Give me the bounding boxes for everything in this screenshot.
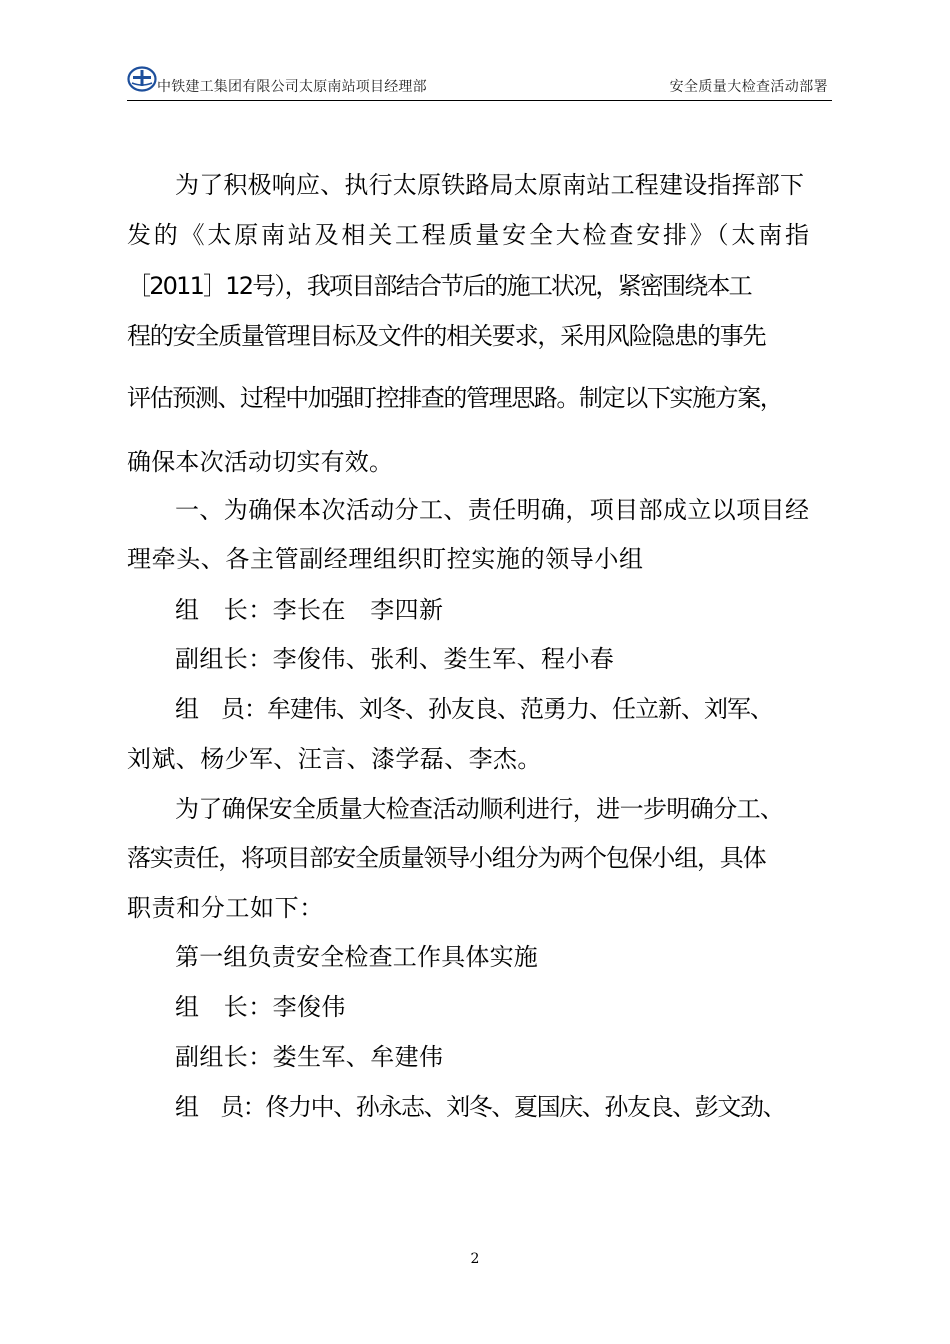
paragraph-line: 组 长：李长在 李四新 [175, 596, 444, 624]
paragraph-line: 理牵头、各主管副经理组织盯控实施的领导小组 [127, 545, 644, 573]
paragraph-line: 组 员：牟建伟、刘冬、孙友良、范勇力、任立新、刘军、 [175, 695, 773, 723]
paragraph-line: 为了确保安全质量大检查活动顺利进行，进一步明确分工、 [175, 795, 784, 823]
paragraph-line: 副组长：李俊伟、张利、娄生军、程小春 [175, 645, 615, 673]
paragraph-line: 程的安全质量管理目标及文件的相关要求，采用风险隐患的事先 [127, 322, 766, 350]
paragraph-line: 刘斌、杨少军、汪言、漆学磊、李杰。 [127, 745, 542, 773]
paragraph-line: 确保本次活动切实有效。 [127, 448, 394, 476]
header-document-title: 安全质量大检查活动部署 [669, 79, 828, 95]
paragraph-line: 发的《太原南站及相关工程质量安全大检查安排》（太南指 [127, 221, 812, 249]
paragraph-line: ［2011］12号），我项目部结合节后的施工状况，紧密围绕本工 [127, 272, 751, 300]
page-number: 2 [470, 1251, 480, 1267]
paragraph-line: 组 长：李俊伟 [175, 993, 346, 1021]
paragraph-line: 一、为确保本次活动分工、责任明确，项目部成立以项目经 [175, 496, 810, 524]
paragraph-line: 为了积极响应、执行太原铁路局太原南站工程建设指挥部下 [175, 171, 805, 199]
paragraph-line: 落实责任，将项目部安全质量领导小组分为两个包保小组，具体 [127, 844, 766, 872]
header-company-name: 中铁建工集团有限公司太原南站项目经理部 [157, 79, 427, 95]
paragraph-line: 评估预测、过程中加强盯控排查的管理思路。制定以下实施方案， [127, 384, 783, 412]
paragraph-line: 副组长：娄生军、牟建伟 [175, 1043, 444, 1071]
page-header [127, 66, 832, 101]
paragraph-line: 组 员：佟力中、孙永志、刘冬、夏国庆、孙友良、彭文劲、 [175, 1093, 786, 1121]
paragraph-line: 职责和分工如下： [127, 894, 324, 922]
paragraph-line: 第一组负责安全检查工作具体实施 [175, 943, 538, 971]
company-logo-icon [127, 66, 157, 92]
